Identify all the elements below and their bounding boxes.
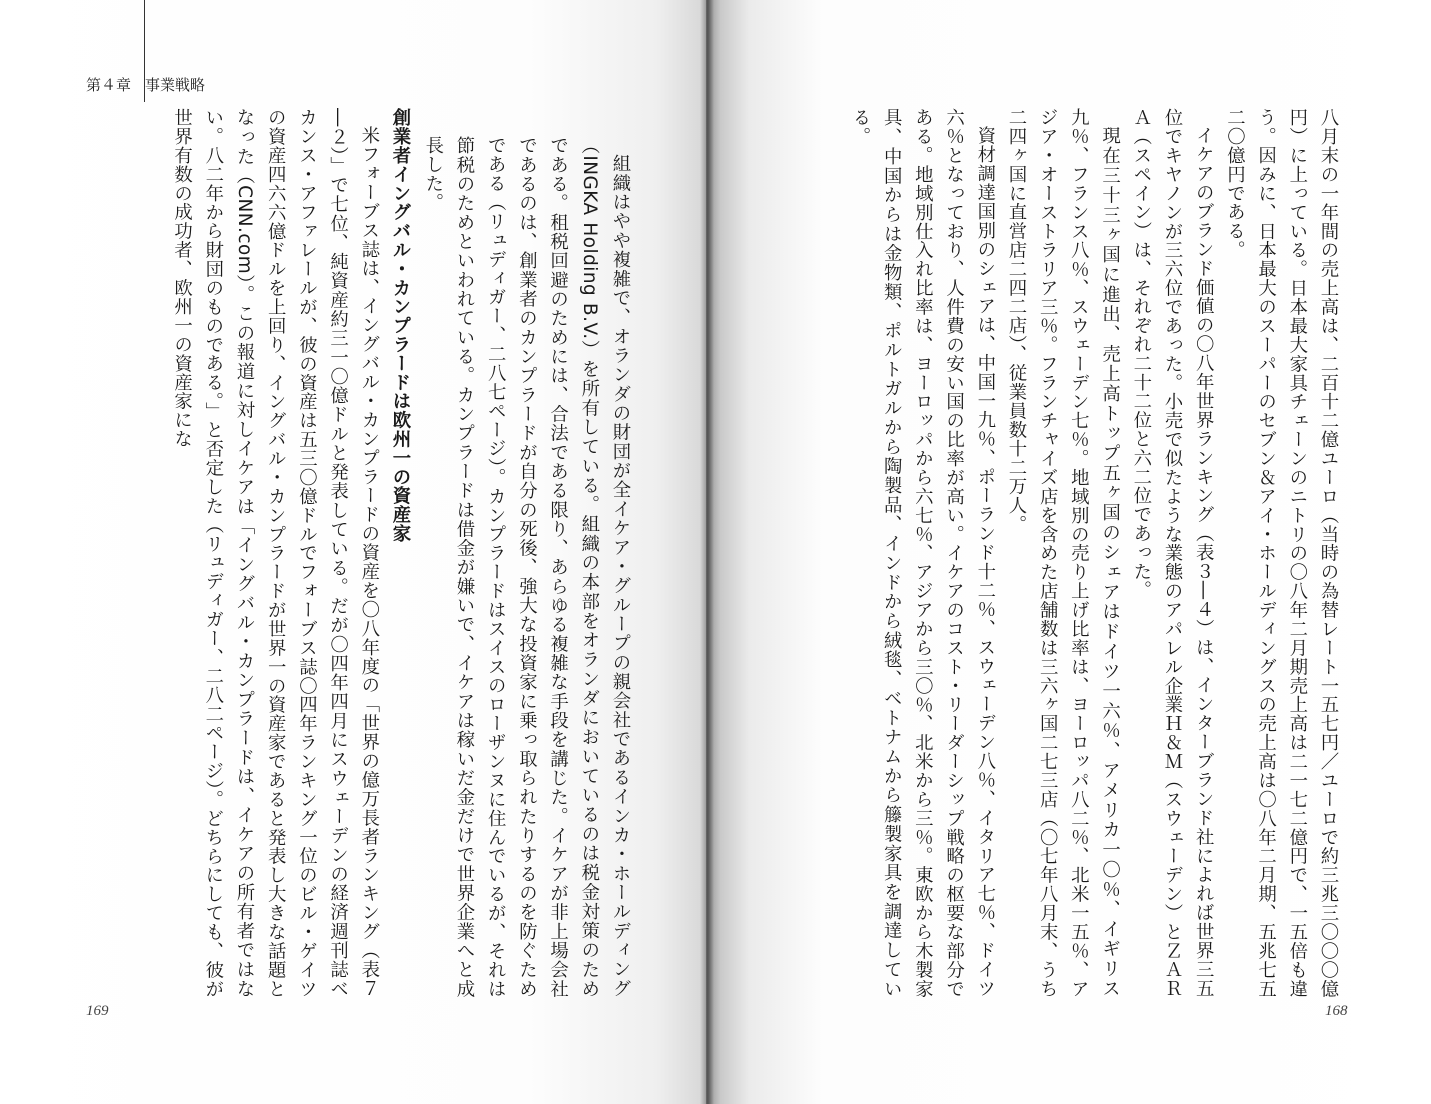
paragraph-markets: 現在三十三ヶ国に進出、売上高トップ五ヶ国のシェアはドイツ一六％、アメリカ一〇％、イギリス九％、フランス八％、スウェーデン七％。地域別の売り上げ比率は、ヨーロッパ八二％、北米一五％、アジア・オーストラリア三％。フランチャイズ店を含めた店舗数は三六ヶ国二七三店（〇七年八月末、うち二四ヶ国に直営店二四二店）、従業員数十二万人。 — [1005, 108, 1121, 998]
section-heading: 創業者イングバル・カンプラードは欧州一の資産家 — [390, 108, 411, 543]
left-text-column-upper — [418, 108, 636, 998]
left-page — [0, 0, 706, 1104]
page-number-left: 169 — [86, 1003, 109, 1019]
paragraph-organization: 組織はやや複雑で、オランダの財団が全イケア・グループの親会社であるインカ・ホールディング（INGKA Holding B.V.）を所有している。組織の本部をオランダにおいているのは税金対策のためである。租税回避のためには、合法である限り、あらゆる複雑な手段を講じた。イケアが非上場会社であるのは、創業者のカンプラードが自分の死後、強大な投資家に乗っ取られたりするのを防ぐためである（リュディガー、二八七ページ）。カンプラードはスイスのローザンヌに住んでいるが、それは節税のためといわれている。カンプラードは借金が嫌いで、イケアは稼いだ金だけで世界企業へと成長した。 — [422, 136, 631, 998]
page-number-right: 168 — [1325, 1003, 1348, 1019]
paragraph-brand-value: イケアのブランド価値の〇八年世界ランキング（表３―４）は、インターブランド社によれば世界三五位でキヤノンが三六位であった。小売で似たような業態のアパレル企業Ｈ＆Ｍ（スウェーデン）とＺＡＲＡ（スペイン）は、それぞれ二十二位と六二位であった。 — [1130, 108, 1215, 998]
left-text-column-lower — [86, 108, 416, 998]
paragraph-sourcing: 資材調達国別のシェアは、中国一九％、ポーランド十二％、スウェーデン八％、イタリア七％、ドイツ六％となっており、人件費の安い国の比率が高い。イケアのコスト・リーダーシップ戦略の枢要な部分である。地域別仕入れ比率は、ヨーロッパから六七％、アジアから三〇％、北米から三％。東欧から木製家具、中国からは金物類、ポルトガルから陶製品、インドから絨毯、ベトナムから籐製家具を調達している。 — [849, 108, 996, 998]
gutter-shadow — [700, 0, 714, 1104]
chapter-label: 第４章 — [86, 76, 132, 94]
running-head — [86, 74, 205, 95]
paragraph-founder: 米フォーブス誌は、イングバル・カンプラードの資産を〇八年度の「世界の億万長者ランキング（表７―２）」で七位、純資産約三一〇億ドルと発表している。だが〇四年四月にスウェーデンの経済週刊誌ベカンス・アファレールが、彼の資産は五三〇億ドルでフォーブス誌〇四年ランキング一位のビル・ゲイツの資産四六六億ドルを上回り、イングバル・カンプラードが世界一の資産家であると発表し大きな話題となった（CNN.com）。この報道に対しイケアは「イングバル・カンプラードは、イケアの所有者ではない。八二年から財団のものである。」と否定した（リュディガー、二八二ページ）。どちらにしても、彼が世界有数の成功者、欧州一の資産家にな — [171, 108, 380, 998]
chapter-title: 事業戦略 — [145, 76, 206, 94]
paragraph-sales: 八月末の一年間の売上高は、二百十二億ユーロ（当時の為替レート一五七円／ユーロで約三兆三〇〇〇億円）に上っている。日本最大家具チェーンのニトリの〇八年二月期売上高は二一七二億円で、一五倍も違う。因みに、日本最大のスーパーのセブン＆アイ・ホールディングスの売上高は〇八年二月期、五兆七五二〇億円である。 — [1224, 108, 1339, 998]
right-text-column — [780, 108, 1344, 998]
